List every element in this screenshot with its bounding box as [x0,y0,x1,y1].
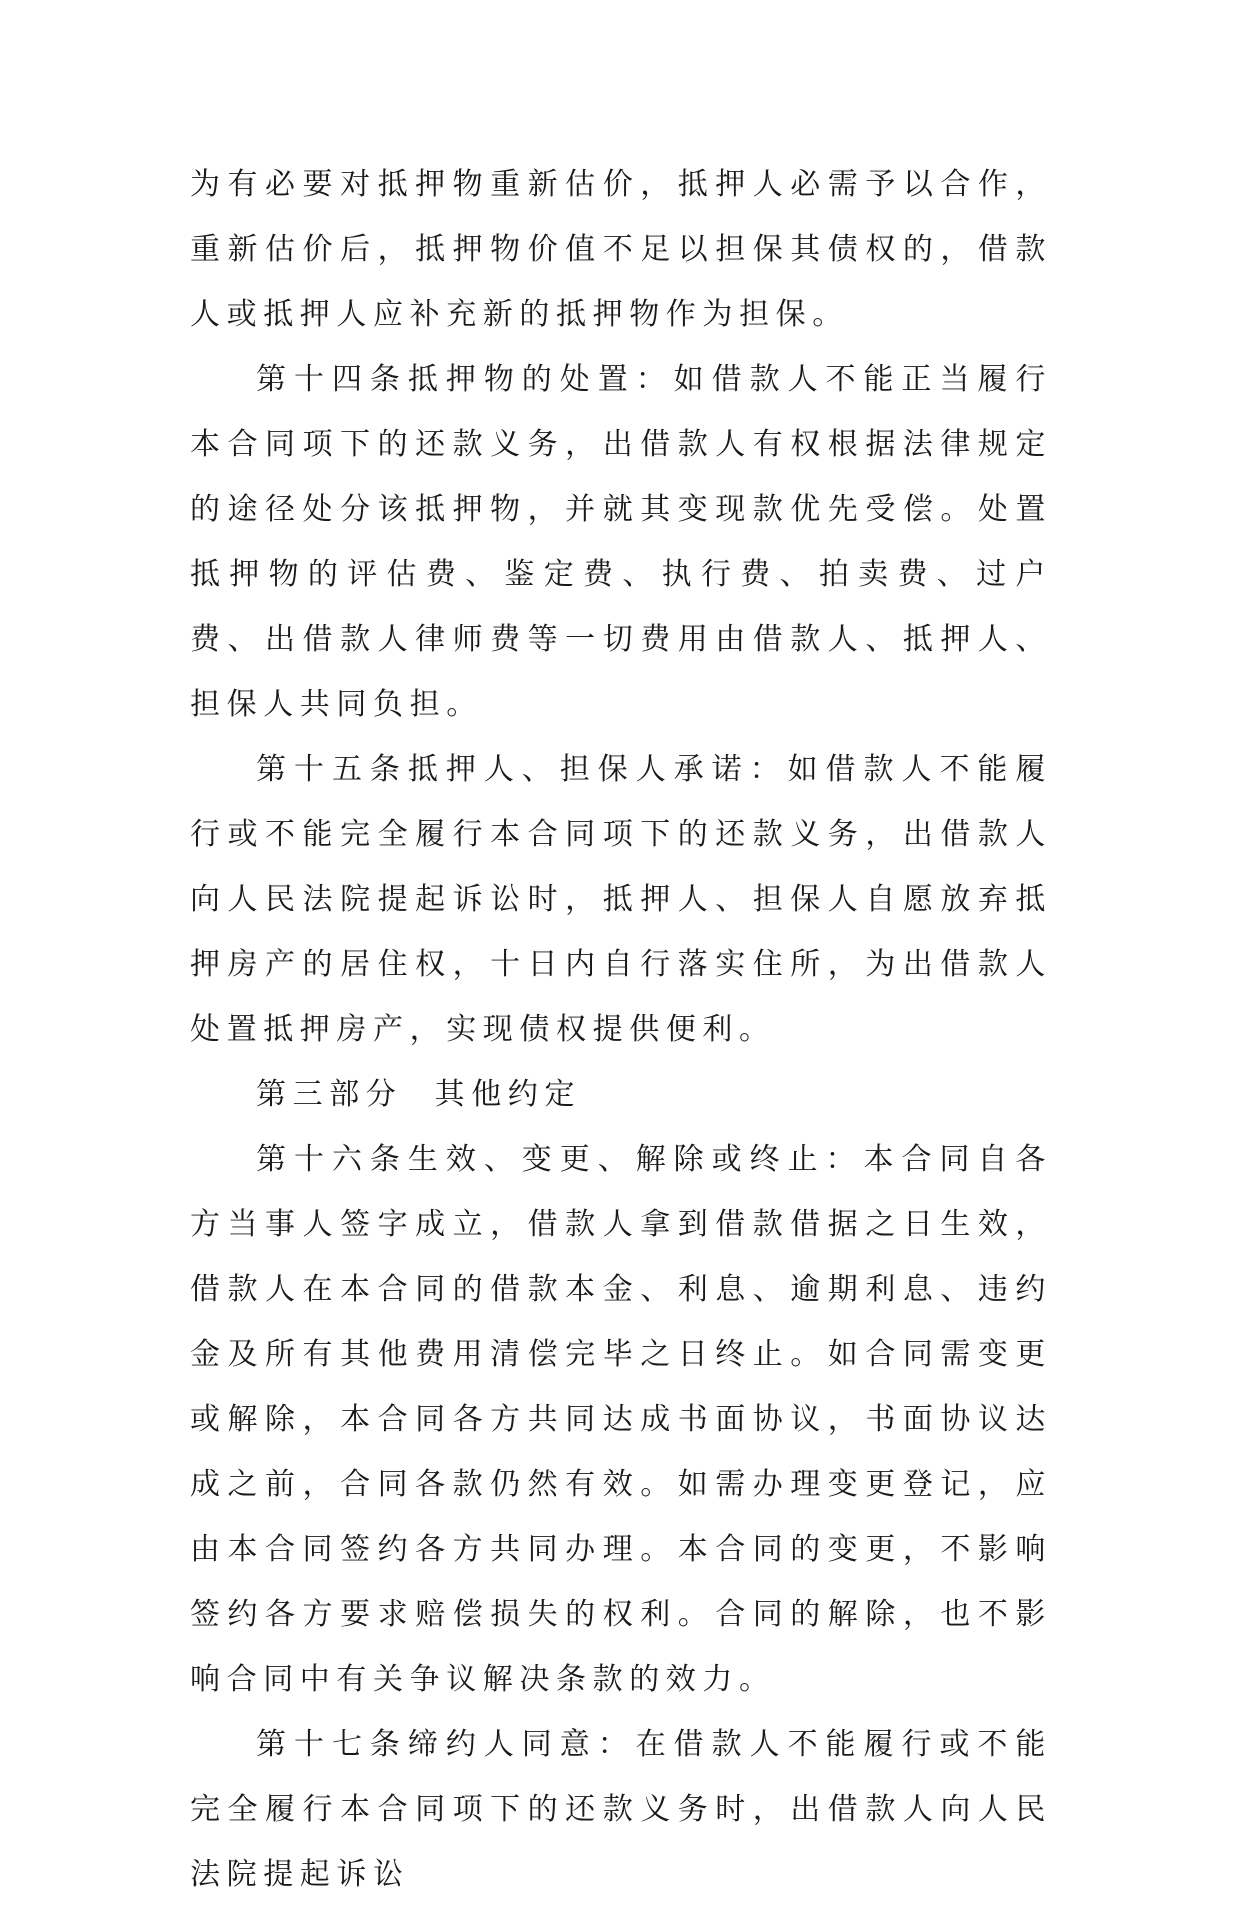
paragraph-article-16: 第十六条生效、变更、解除或终止：本合同自各方当事人签字成立，借款人拿到借款借据之日生效，借款人在本合同的借款本金、利息、逾期利息、违约金及所有其他费用清偿完毕之日终止。如合同需变更或解除，本合同各方共同达成书面协议，书面协议达成之前，合同各款仍然有效。如需办理变更登记，应由本合同签约各方共同办理。本合同的变更，不影响签约各方要求赔偿损失的权利。合同的解除，也不影响合同中有关争议解决条款的效力。 [190,1142,1052,1697]
paragraph-continuation: 为有必要对抵押物重新估价，抵押人必需予以合作，重新估价后，抵押物价值不足以担保其债权的，借款人或抵押人应补充新的抵押物作为担保。 [190,167,1052,332]
paragraph-article-15: 第十五条抵押人、担保人承诺：如借款人不能履行或不能完全履行本合同项下的还款义务，出借款人向人民法院提起诉讼时，抵押人、担保人自愿放弃抵押房产的居住权，十日内自行落实住所，为出借款人处置抵押房产，实现债权提供便利。 [190,752,1052,1047]
paragraph-article-17: 第十七条缔约人同意：在借款人不能履行或不能完全履行本合同项下的还款义务时，出借款人向人民法院提起诉讼 [190,1727,1052,1892]
paragraph-article-14: 第十四条抵押物的处置：如借款人不能正当履行本合同项下的还款义务，出借款人有权根据法律规定的途径处分该抵押物，并就其变现款优先受偿。处置抵押物的评估费、鉴定费、执行费、拍卖费、过户费、出借款人律师费等一切费用由借款人、抵押人、担保人共同负担。 [190,362,1052,722]
contract-body [190,152,1052,1907]
section-heading-part-3: 第三部分 其他约定 [256,1077,582,1112]
